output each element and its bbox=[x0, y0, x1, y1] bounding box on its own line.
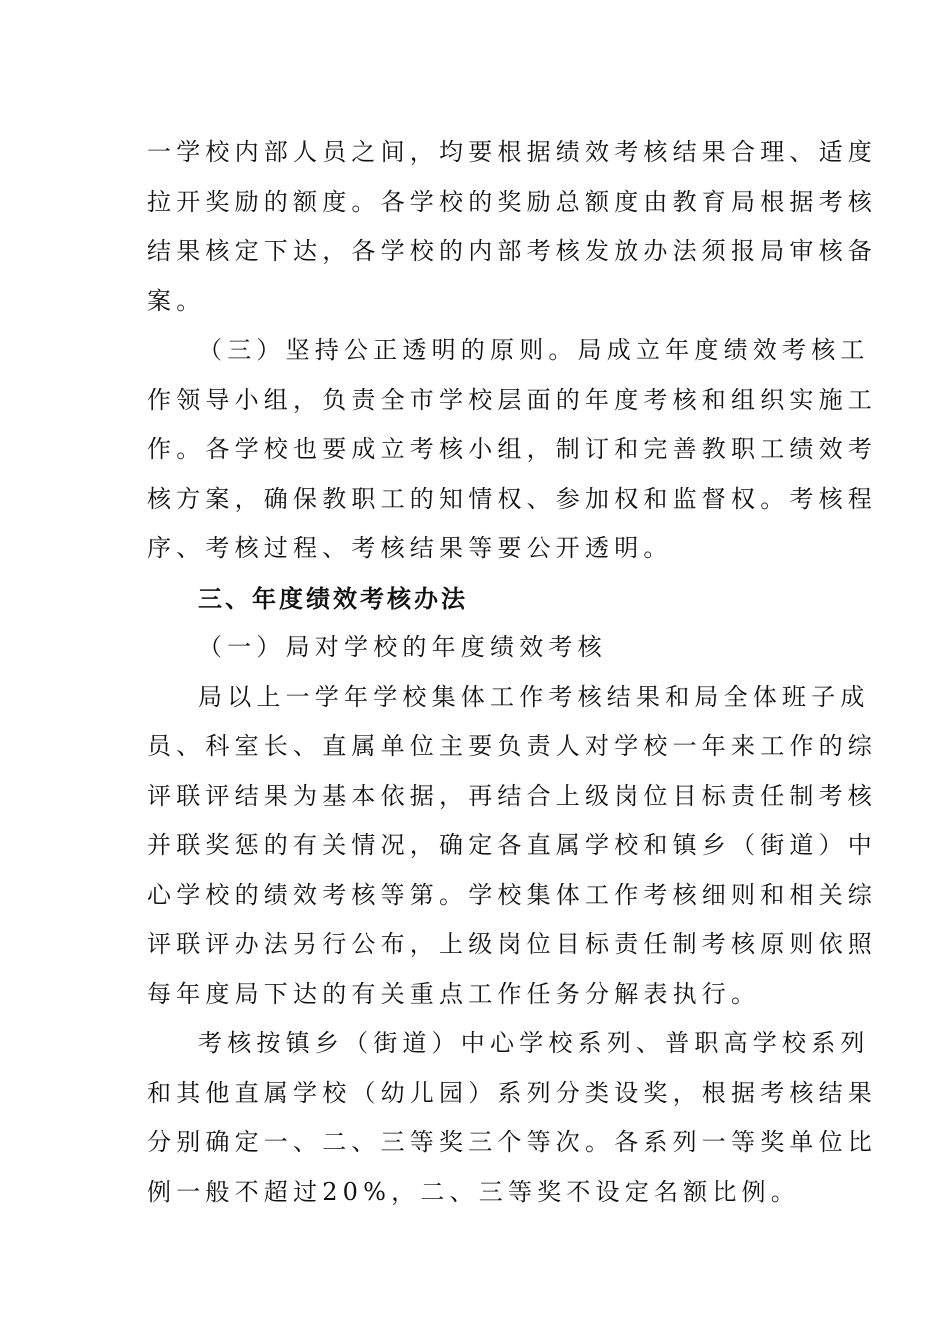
text-line: 分别确定一、二、三等奖三个等次。各系列一等奖单位比 bbox=[147, 1128, 877, 1156]
text-line: 核方案，确保教职工的知情权、参加权和监督权。考核程 bbox=[147, 484, 877, 513]
text-line: 案。 bbox=[147, 286, 206, 315]
text-line: 拉开奖励的额度。各学校的奖励总额度由教育局根据考核 bbox=[147, 187, 877, 216]
paragraph-first-line: （三）坚持公正透明的原则。局成立年度绩效考核工 bbox=[198, 336, 870, 364]
paragraph-first-line: 考核按镇乡（街道）中心学校系列、普职高学校系列 bbox=[198, 1029, 870, 1057]
section-heading: 三、年度绩效考核办法 bbox=[198, 583, 468, 613]
text-line: 结果核定下达，各学校的内部考核发放办法须报局审核备 bbox=[147, 237, 877, 265]
text-line: 一学校内部人员之间，均要根据绩效考核结果合理、适度 bbox=[147, 138, 877, 166]
text-line: 员、科室长、直属单位主要负责人对学校一年来工作的综 bbox=[147, 732, 877, 760]
text-line: 心学校的绩效考核等第。学校集体工作考核细则和相关综 bbox=[147, 880, 877, 909]
text-line: 和其他直属学校（幼儿园）系列分类设奖，根据考核结果 bbox=[147, 1078, 877, 1107]
text-line: 例一般不超过20%，二、三等奖不设定名额比例。 bbox=[147, 1177, 800, 1206]
text-line: 序、考核过程、考核结果等要公开透明。 bbox=[147, 534, 673, 562]
subsection-heading: （一）局对学校的年度绩效考核 bbox=[198, 633, 607, 661]
text-line: 评联评结果为基本依据，再结合上级岗位目标责任制考核 bbox=[147, 781, 877, 810]
text-line: 评联评办法另行公布，上级岗位目标责任制考核原则依照 bbox=[147, 930, 877, 958]
document-body bbox=[147, 128, 877, 1217]
text-line: 作。各学校也要成立考核小组，制订和完善教职工绩效考 bbox=[147, 435, 877, 463]
text-line: 作领导小组，负责全市学校层面的年度考核和组织实施工 bbox=[147, 385, 877, 414]
text-line: 并联奖惩的有关情况，确定各直属学校和镇乡（街道）中 bbox=[147, 831, 877, 859]
paragraph-first-line: 局以上一学年学校集体工作考核结果和局全体班子成 bbox=[198, 682, 870, 711]
text-line: 每年度局下达的有关重点工作任务分解表执行。 bbox=[147, 979, 761, 1008]
